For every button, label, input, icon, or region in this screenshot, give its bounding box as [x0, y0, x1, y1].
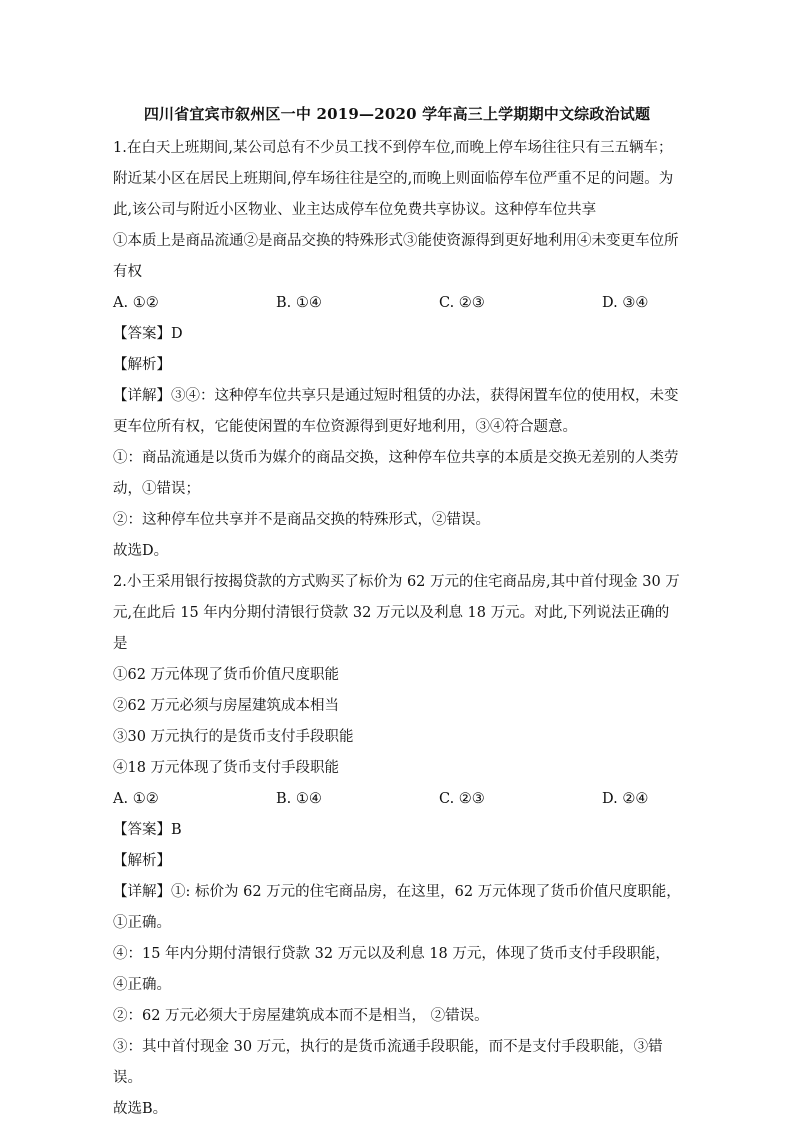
question-2-stem: 2.小王采用银行按揭贷款的方式购买了标价为 62 万元的住宅商品房,其中首付现金 30 万元,在此后 15 年内分期付清银行贷款 32 万元以及利息 18 万元。对此,下列说法正确的是: [113, 574, 680, 652]
question-2-conclusion: 故选B。: [113, 1101, 168, 1117]
question-2-analysis-label: 【解析】: [113, 853, 171, 869]
question-1-option-c: C. ②③: [439, 295, 485, 311]
question-1-detail: ②：这种停车位共享并不是商品交换的特殊形式，②错误。: [113, 512, 490, 528]
question-2-option-d: D. ②④: [602, 791, 649, 807]
question-2-statement: ②62 万元必须与房屋建筑成本相当: [113, 698, 340, 714]
question-2-options: [113, 784, 683, 815]
question-1-option-d: D. ③④: [602, 295, 649, 311]
question-1-detail: ①：商品流通是以货币为媒介的商品交换，这种停车位共享的本质是交换无差别的人类劳动，①错误；: [113, 450, 679, 497]
question-1-analysis-label: 【解析】: [113, 357, 171, 373]
question-1-answer: 【答案】D: [113, 326, 183, 342]
question-1-detail: 【详解】③④：这种停车位共享只是通过短时租赁的办法，获得闲置车位的使用权，未变更车位所有权，它能使闲置的车位资源得到更好地利用，③④符合题意。: [113, 388, 679, 435]
question-2-option-a: A. ①②: [113, 791, 159, 807]
question-2-detail: ④：15 年内分期付清银行贷款 32 万元以及利息 18 万元，体现了货币支付手段职能，④正确。: [113, 946, 670, 993]
question-2-detail: ②：62 万元必须大于房屋建筑成本而不是相当， ②错误。: [113, 1008, 489, 1024]
question-2-statement: ④18 万元体现了货币支付手段职能: [113, 760, 340, 776]
question-1-conclusion: 故选D。: [113, 543, 169, 559]
question-2-option-c: C. ②③: [439, 791, 485, 807]
question-1-statements: ①本质上是商品流通②是商品交换的特殊形式③能使资源得到更好地利用④未变更车位所有权: [113, 233, 679, 280]
question-1-option-a: A. ①②: [113, 295, 159, 311]
document-body: [113, 133, 683, 1125]
question-2-detail: ③：其中首付现金 30 万元，执行的是货币流通手段职能，而不是支付手段职能，③错误。: [113, 1039, 663, 1086]
question-1-stem: 1.在白天上班期间,某公司总有不少员工找不到停车位,而晚上停车场往往只有三五辆车；附近某小区在居民上班期间,停车场往往是空的,而晚上则面临停车位严重不足的问题。为此,该公司与附近小区物业、业主达成停车位免费共享协议。这种停车位共享: [113, 140, 674, 218]
question-2-statement: ③30 万元执行的是货币支付手段职能: [113, 729, 354, 745]
question-1-options: [113, 288, 683, 319]
question-2-statement: ①62 万元体现了货币价值尺度职能: [113, 667, 340, 683]
question-2-option-b: B. ①④: [276, 791, 322, 807]
page-title: 四川省宜宾市叙州区一中 2019—2020 学年高三上学期期中文综政治试题: [143, 105, 651, 123]
question-1-option-b: B. ①④: [276, 295, 322, 311]
question-2-answer: 【答案】B: [113, 822, 182, 838]
question-2-detail: 【详解】①: 标价为 62 万元的住宅商品房，在这里，62 万元体现了货币价值尺度职能，①正确。: [113, 884, 681, 931]
